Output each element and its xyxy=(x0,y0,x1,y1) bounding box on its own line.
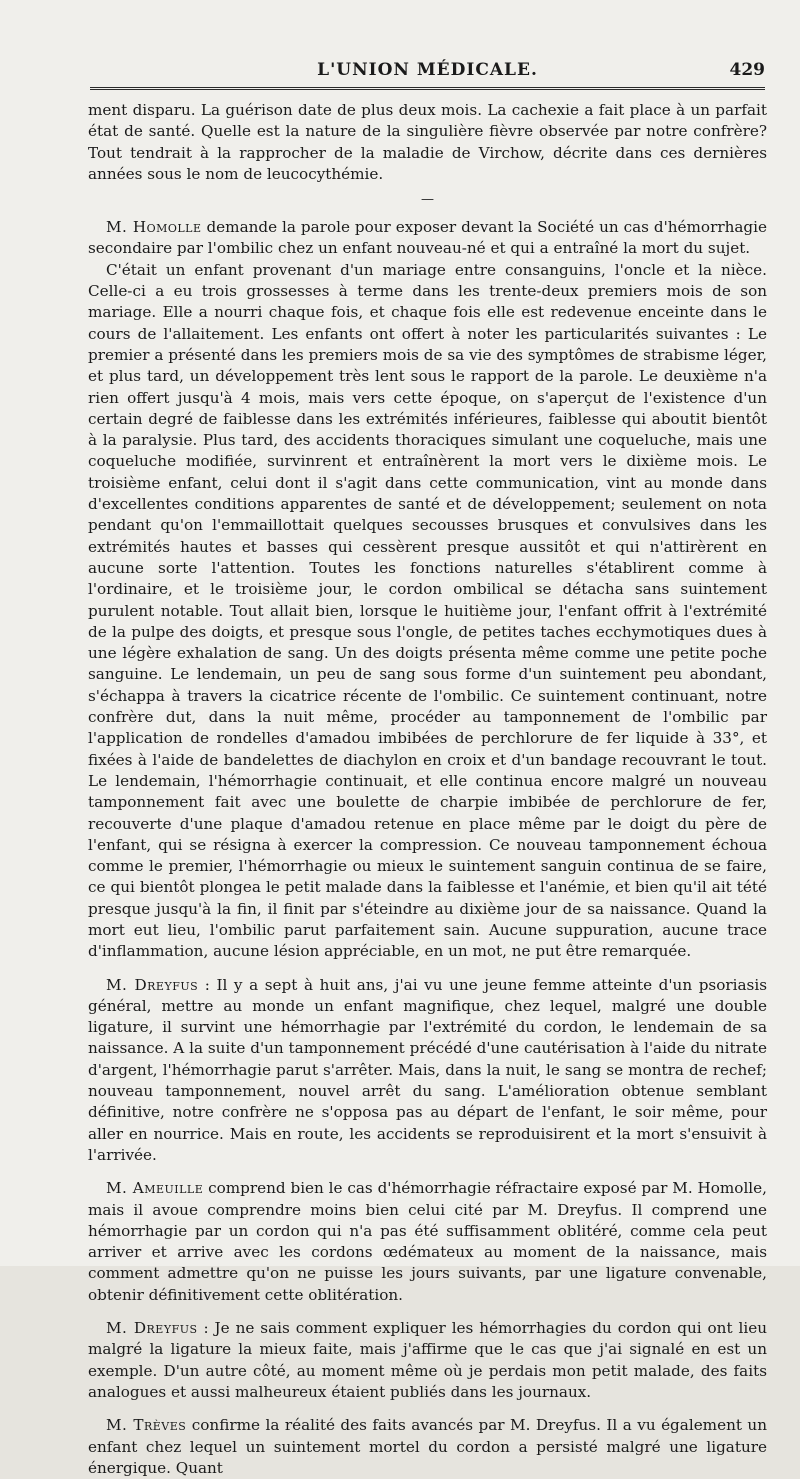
paragraph-text: ment disparu. La guérison date de plus deux mois. La cachexie a fait place à un parfait état de santé. Quelle est la nature de la singulière fièvre observée par notre confrère? Tout tendrait à la rapprocher de la maladie de Virchow, décrite dans ces dernières années sous le nom de leucocythémie. xyxy=(88,101,767,183)
speaker-name: M. Ameuille xyxy=(106,1179,204,1198)
paragraph-gap xyxy=(88,1306,767,1318)
paragraph-homolle xyxy=(88,217,767,260)
paragraph-gap xyxy=(88,963,767,975)
paragraph-gap xyxy=(88,1403,767,1415)
speaker-name: M. Homolle xyxy=(106,218,202,237)
paragraph-text: demande la parole pour exposer devant la Société un cas d'hémorrhagie secondaire par l'ombilic chez un enfant nouveau-né et qui a entraîné la mort du sujet. xyxy=(88,218,767,258)
speaker-name: M. Dreyfus xyxy=(106,975,199,994)
section-separator: — xyxy=(421,192,434,208)
header-rule xyxy=(90,87,765,90)
paragraph-text: : Il y a sept à huit ans, j'ai vu une jeune femme atteinte d'un psoriasis général, mettre au monde un enfant magnifique, chez lequel, malgré une double ligature, il survint une hémorrhagie par l'extrémité du cordon, le lendemain de sa naissance. A la suite d'un tamponnement précédé d'une cautérisation à l'aide du nitrate d'argent, l'hémorrhagie parut s'arrêter. Mais, dans la nuit, le sang se montra de rechef; nouveau tamponnement, nouvel arrêt du sang. L'amélioration obtenue semblant définitive, notre confrère ne s'opposa pas au départ de l'enfant, le soir même, pour aller en nourrice. Mais en route, les accidents se reproduisirent et la mort s'ensuivit à l'arrivée. xyxy=(88,975,767,1164)
paragraph-ameuille xyxy=(88,1178,767,1306)
paragraph-text: comprend bien le cas d'hémorrhagie réfractaire exposé par M. Homolle, mais il avoue comprendre moins bien celui cité par M. Dreyfus. Il comprend une hémorrhagie par un cordon qui n'a pas été suffisamment oblitéré, comme cela peut arriver et arrive avec les cordons œdémateux au moment de la naissance, mais comment admettre qu'on ne puisse les jours suivants, par une ligature convenable, obtenir définitivement cette oblitération. xyxy=(88,1179,767,1304)
paragraph-dreyfus-1 xyxy=(88,975,767,1167)
running-title: L'UNION MÉDICALE. xyxy=(317,60,538,80)
page-header xyxy=(90,56,765,88)
paragraph-text: C'était un enfant provenant d'un mariage entre consanguins, l'oncle et la nièce. Celle-ci a eu trois grossesses à terme dans les trente-deux premiers mois de son mariage. Elle a nourri chaque fois, et chaque fois elle est redevenue enceinte dans le cours de l'allaitement. Les enfants ont offert à noter les particularités suivantes : Le premier a présenté dans les premiers mois de sa vie des symptômes de strabisme léger, et plus tard, un développement très lent sous le rapport de la parole. Le deuxième n'a rien offert jusqu'à 4 mois, mais vers cette époque, on s'aperçut de l'existence d'un certain degré de faiblesse dans les extrémités inférieures, faiblesse qui aboutit bientôt à la paralysie. Plus tard, des accidents thoraciques simulant une coqueluche, mais une coqueluche modifiée, survinrent et entraînèrent la mort vers le dixième mois. Le troisième enfant, celui dont il s'agit dans cette communication, vint au monde dans d'excellentes conditions apparentes de santé et de développement; seulement on nota pendant qu'on l'emmaillottait quelques secousses brusques et convulsives dans les extrémités hautes et basses qui cessèrent presque aussitôt et qui n'attirèrent en aucune sorte l'attention. Toutes les fonctions naturelles s'établirent comme à l'ordinaire, et le troisième jour, le cordon ombilical se détacha sans suintement purulent notable. Tout allait bien, lorsque le huitième jour, l'enfant offrit à l'extrémité de la pulpe des doigts, et presque sous l'ongle, de petites taches ecchymotiques dues à une légère exhalation de sang. Un des doigts présenta même comme une petite poche sanguine. Le lendemain, un peu de sang sous forme d'un suintement peu abondant, s'échappa à travers la cicatrice récente de l'ombilic. Ce suintement continuant, notre confrère dut, dans la nuit même, procéder au tamponnement de l'ombilic par l'application de rondelles d'amadou imbibées de perchlorure de fer liquide à 33°, et fixées à l'aide de bandelettes de diachylon en croix et d'un bandage recouvrant le tout. Le lendemain, l'hémorrhagie continuait, et elle continua encore malgré un nouveau tamponnement fait avec une boulette de charpie imbibée de perchlorure de fer, recouverte d'une plaque d'amadou retenue en place même par le doigt du père de l'enfant, qui se résigna à exercer la compression. Ce nouveau tamponnement échoua comme le premier, l'hémorrhagie ou mieux le suintement sanguin continua de se faire, ce qui bientôt plongea le petit malade dans la faiblesse et l'anémie, et bien qu'il ait tété presque jusqu'à la fin, il finit par s'éteindre au dixième jour de sa naissance. Quand la mort eut lieu, l'ombilic parut parfaitement sain. Aucune suppuration, aucune trace d'inflammation, aucune lésion appréciable, en un mot, ne put être remarquée. xyxy=(88,260,767,961)
paragraph-gap xyxy=(88,1166,767,1178)
paragraph-text: : Je ne sais comment expliquer les hémorrhagies du cordon qui ont lieu malgré la ligature la mieux faite, mais j'affirme que le cas que j'ai signalé en est un exemple. D'un autre côté, au moment même où je perdais mon petit malade, des faits analogues et aussi malheureux étaient publiés dans les journaux. xyxy=(88,1319,767,1401)
paragraph-continuation xyxy=(88,100,767,185)
article-body xyxy=(88,100,767,1479)
speaker-name: M. Trèves xyxy=(106,1416,187,1435)
page-number: 429 xyxy=(729,60,765,80)
paragraph-case-report xyxy=(88,260,767,963)
paragraph-text: confirme la réalité des faits avancés par M. Dreyfus. Il a vu également un enfant chez lequel un suintement mortel du cordon a persisté malgré une ligature énergique. Quant xyxy=(88,1416,767,1477)
paragraph-dreyfus-2 xyxy=(88,1318,767,1403)
speaker-name: M. Dreyfus xyxy=(106,1319,198,1338)
paragraph-treves xyxy=(88,1415,767,1479)
